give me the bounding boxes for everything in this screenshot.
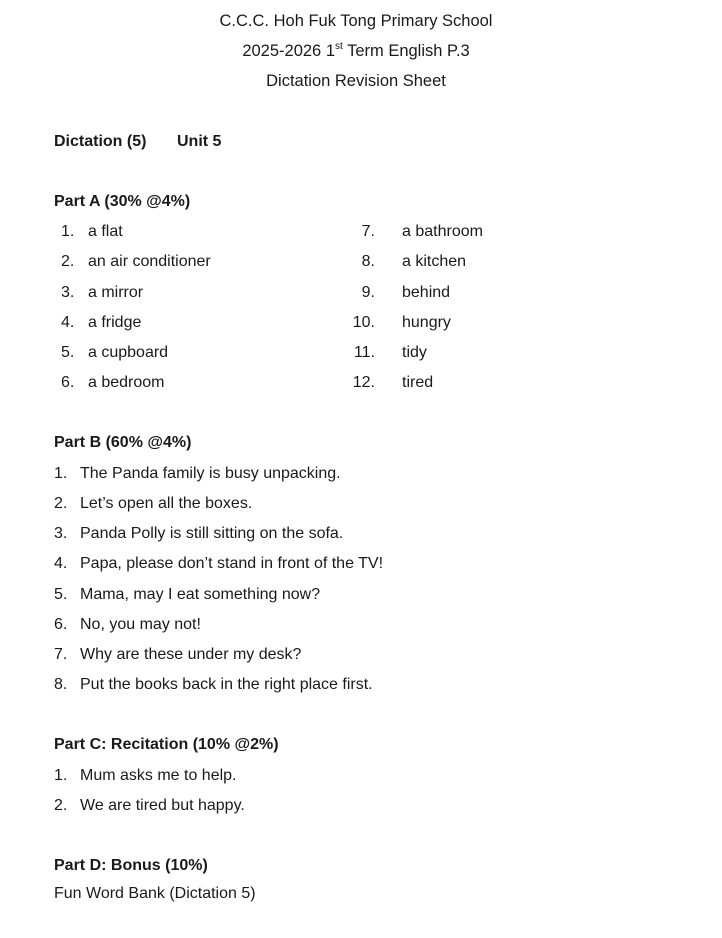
term-superscript: st [335, 40, 343, 52]
list-item-text: Put the books back in the right place first. [80, 676, 373, 693]
list-item-text: a bathroom [402, 223, 483, 240]
list-item-number: 8. [361, 253, 375, 270]
list-item-text: an air conditioner [88, 253, 211, 270]
list-item-text: a cupboard [88, 344, 169, 361]
school-name: C.C.C. Hoh Fuk Tong Primary School [219, 12, 493, 30]
unit-label: Unit 5 [177, 133, 222, 150]
list-item-text: a kitchen [402, 253, 467, 270]
part-a-title: Part A (30% @4%) [54, 193, 191, 210]
list-item-text: Panda Polly is still sitting on the sofa. [80, 525, 344, 542]
list-item-text: The Panda family is busy unpacking. [80, 465, 341, 482]
list-item-number: 1. [61, 223, 75, 240]
list-item-number: 7. [361, 223, 375, 240]
list-item-number: 11. [353, 344, 375, 361]
list-item-number: 2. [61, 253, 75, 270]
list-item-text: a flat [88, 223, 123, 240]
list-item-text: a fridge [88, 314, 142, 331]
list-item-number: 1. [54, 465, 68, 482]
list-item-text: Mum asks me to help. [80, 767, 237, 784]
list-item-number: 1. [54, 767, 68, 784]
list-item-text: Mama, may I eat something now? [80, 586, 321, 603]
list-item-number: 6. [61, 374, 75, 391]
list-item-text: hungry [402, 314, 451, 331]
list-item-number: 12. [352, 374, 375, 391]
list-item-number: 6. [54, 616, 68, 633]
term-suffix: Term English P.3 [342, 42, 470, 60]
part-d-subtitle: Fun Word Bank (Dictation 5) [54, 885, 256, 902]
list-item-text: behind [402, 284, 451, 301]
list-item-number: 9. [361, 284, 375, 301]
list-item-text: tired [402, 374, 434, 391]
list-item-number: 4. [61, 314, 75, 331]
dictation-label: Dictation (5) [54, 133, 147, 150]
part-d-title: Part D: Bonus (10%) [54, 857, 208, 874]
list-item-number: 4. [54, 555, 68, 572]
list-item-text: We are tired but happy. [80, 797, 245, 814]
list-item-number: 2. [54, 797, 68, 814]
list-item-number: 8. [54, 676, 68, 693]
part-c-title: Part C: Recitation (10% @2%) [54, 736, 279, 753]
list-item-text: a mirror [88, 284, 144, 301]
part-b-title: Part B (60% @4%) [54, 434, 192, 451]
list-item-text: Papa, please don’t stand in front of the TV! [80, 555, 384, 572]
list-item-number: 3. [54, 525, 68, 542]
list-item-number: 5. [61, 344, 75, 361]
term-prefix: 2025-2026 1 [242, 42, 335, 60]
list-item-text: tidy [402, 344, 427, 361]
list-item-text: No, you may not! [80, 616, 201, 633]
sheet-title: Dictation Revision Sheet [266, 72, 446, 90]
list-item-number: 10. [352, 314, 375, 331]
list-item-number: 2. [54, 495, 68, 512]
list-item-text: Let’s open all the boxes. [80, 495, 253, 512]
list-item-text: a bedroom [88, 374, 165, 391]
list-item-text: Why are these under my desk? [80, 646, 302, 663]
list-item-number: 7. [54, 646, 68, 663]
list-item-number: 5. [54, 586, 68, 603]
term-line [0, 42, 712, 61]
list-item-number: 3. [61, 284, 75, 301]
